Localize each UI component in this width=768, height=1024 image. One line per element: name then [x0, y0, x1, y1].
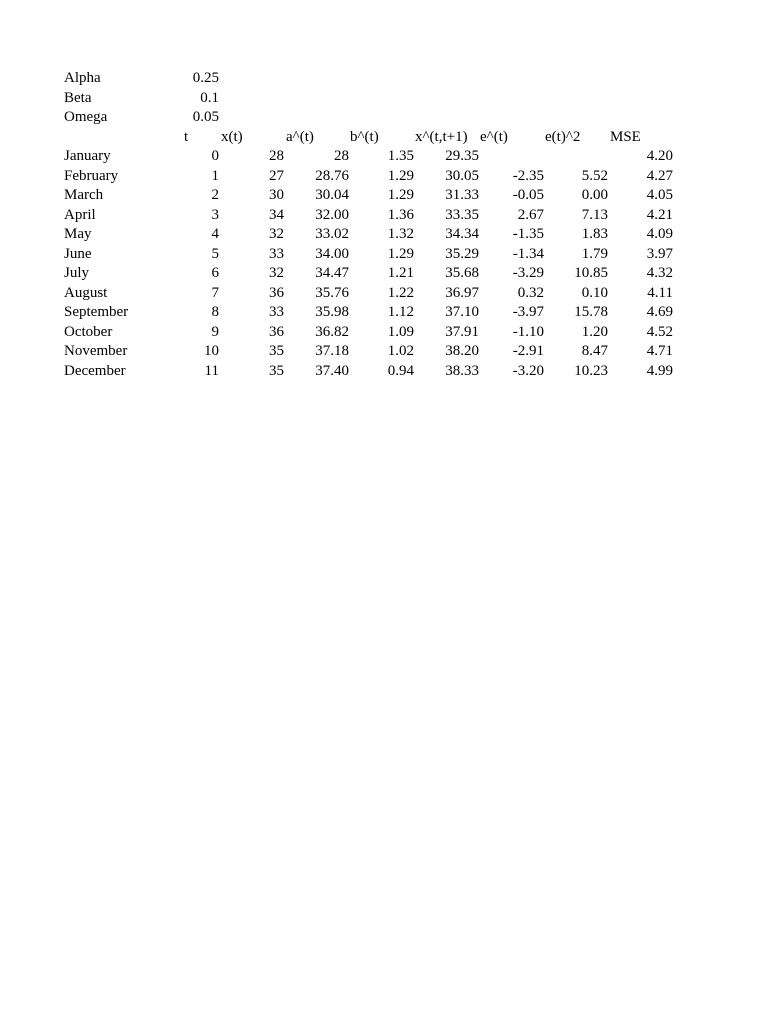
x-cell: 36	[269, 323, 284, 340]
e-cell	[479, 147, 544, 167]
param-label: Alpha	[64, 70, 101, 86]
mse-cell: 4.11	[647, 284, 673, 301]
e2-cell: 7.13	[581, 206, 608, 223]
month-cell: November	[64, 343, 128, 359]
month-cell: August	[64, 284, 108, 301]
t-cell: 3	[211, 206, 219, 223]
xhat-cell: 35.68	[445, 265, 479, 281]
b-cell: 1.36	[387, 206, 414, 223]
mse-cell: 4.99	[646, 362, 673, 379]
e2-cell: 0.10	[581, 284, 608, 301]
xhat-cell: 35.29	[445, 245, 479, 262]
a-cell: 37.18	[315, 343, 349, 359]
mse-cell: 4.05	[646, 187, 673, 203]
month-cell: July	[64, 265, 90, 281]
b-cell: 1.29	[387, 187, 414, 203]
mse-cell: 3.97	[646, 245, 673, 262]
t-cell: 5	[211, 245, 219, 262]
a-cell: 32.00	[315, 206, 349, 223]
xhat-cell: 38.33	[445, 362, 479, 379]
header-xhat: x^(t,t+1)	[415, 128, 468, 145]
b-cell: 1.21	[387, 265, 414, 281]
mse-cell: 4.27	[646, 167, 673, 184]
month-cell: June	[64, 245, 92, 262]
e-cell: -1.10	[512, 323, 544, 340]
e2-cell: 0.00	[581, 187, 608, 203]
x-cell: 34	[269, 206, 284, 223]
e-cell: -3.20	[512, 362, 544, 379]
param-value: 0.05	[192, 109, 219, 125]
e-cell: -3.97	[512, 304, 544, 320]
header-e: e^(t)	[480, 128, 508, 145]
xhat-cell: 33.35	[445, 206, 479, 223]
param-label: Beta	[64, 89, 92, 106]
mse-cell: 4.21	[646, 206, 673, 223]
xhat-cell: 37.10	[445, 304, 479, 320]
t-cell: 1	[211, 167, 219, 184]
header-e2: e(t)^2	[545, 128, 581, 145]
header-b: b^(t)	[350, 128, 379, 145]
header-mse: MSE	[610, 128, 641, 145]
xhat-cell: 38.20	[445, 343, 479, 359]
a-cell: 28.76	[315, 167, 349, 184]
x-cell: 33	[269, 245, 284, 262]
e-cell: -3.29	[512, 265, 544, 281]
a-cell: 33.02	[315, 226, 349, 242]
b-cell: 1.09	[387, 323, 414, 340]
a-cell: 34.00	[315, 245, 349, 262]
xhat-cell: 36.97	[445, 284, 479, 301]
xhat-cell: 37.91	[445, 323, 479, 340]
a-cell: 28	[334, 148, 349, 164]
b-cell: 1.32	[387, 226, 414, 242]
xhat-cell: 34.34	[445, 226, 479, 242]
a-cell: 36.82	[315, 323, 349, 340]
xhat-cell: 31.33	[445, 187, 479, 203]
xhat-cell: 29.35	[445, 148, 479, 164]
month-cell: December	[64, 362, 126, 379]
t-cell: 0	[211, 148, 219, 164]
month-cell: January	[64, 148, 111, 164]
a-cell: 37.40	[315, 362, 349, 379]
x-cell: 28	[269, 148, 284, 164]
e2-cell: 1.20	[581, 323, 608, 340]
e-cell: 0.32	[517, 284, 544, 301]
b-cell: 1.29	[387, 167, 414, 184]
b-cell: 1.12	[387, 304, 414, 320]
mse-cell: 4.32	[646, 265, 673, 281]
t-cell: 10	[204, 343, 219, 359]
a-cell: 30.04	[315, 187, 349, 203]
e-cell: -2.91	[512, 343, 544, 359]
e-cell: -0.05	[512, 187, 544, 203]
b-cell: 1.35	[387, 148, 414, 164]
month-cell: September	[64, 304, 129, 320]
t-cell: 2	[211, 187, 219, 203]
e2-cell: 15.78	[574, 304, 608, 320]
e2-cell: 1.83	[581, 226, 608, 242]
b-cell: 0.94	[387, 362, 414, 379]
x-cell: 32	[269, 226, 284, 242]
e2-cell	[544, 147, 608, 167]
param-label: Omega	[64, 109, 108, 125]
t-cell: 7	[211, 284, 219, 301]
month-cell: October	[64, 323, 113, 340]
month-cell: April	[64, 206, 96, 223]
mse-cell: 4.09	[646, 226, 673, 242]
t-cell: 9	[211, 323, 219, 340]
x-cell: 33	[269, 304, 284, 320]
e-cell: -1.34	[512, 245, 544, 262]
x-cell: 35	[269, 343, 284, 359]
e2-cell: 1.79	[581, 245, 608, 262]
e2-cell: 10.85	[574, 265, 608, 281]
a-cell: 35.98	[315, 304, 349, 320]
b-cell: 1.29	[387, 245, 414, 262]
b-cell: 1.22	[387, 284, 414, 301]
e-cell: -2.35	[512, 167, 544, 184]
month-cell: February	[64, 167, 119, 184]
header-x: x(t)	[221, 128, 243, 145]
x-cell: 27	[269, 167, 284, 184]
x-cell: 36	[269, 284, 284, 301]
param-value: 0.25	[192, 70, 219, 86]
t-cell: 4	[211, 226, 219, 242]
e2-cell: 8.47	[581, 343, 608, 359]
mse-cell: 4.69	[646, 304, 673, 320]
month-cell: May	[64, 226, 92, 242]
x-cell: 32	[269, 265, 284, 281]
mse-cell: 4.20	[646, 148, 673, 164]
header-t: t	[184, 128, 189, 145]
mse-cell: 4.52	[646, 323, 673, 340]
x-cell: 35	[269, 362, 284, 379]
x-cell: 30	[269, 187, 284, 203]
xhat-cell: 30.05	[445, 167, 479, 184]
e2-cell: 10.23	[574, 362, 608, 379]
t-cell: 6	[211, 265, 219, 281]
t-cell: 8	[211, 304, 219, 320]
t-cell: 11	[204, 362, 219, 379]
e2-cell: 5.52	[581, 167, 608, 184]
e-cell: -1.35	[512, 226, 544, 242]
b-cell: 1.02	[387, 343, 414, 359]
mse-cell: 4.71	[646, 343, 673, 359]
a-cell: 35.76	[315, 284, 349, 301]
a-cell: 34.47	[315, 265, 349, 281]
header-a: a^(t)	[286, 128, 314, 145]
e-cell: 2.67	[517, 206, 544, 223]
month-cell: March	[64, 187, 104, 203]
param-value: 0.1	[200, 89, 219, 106]
